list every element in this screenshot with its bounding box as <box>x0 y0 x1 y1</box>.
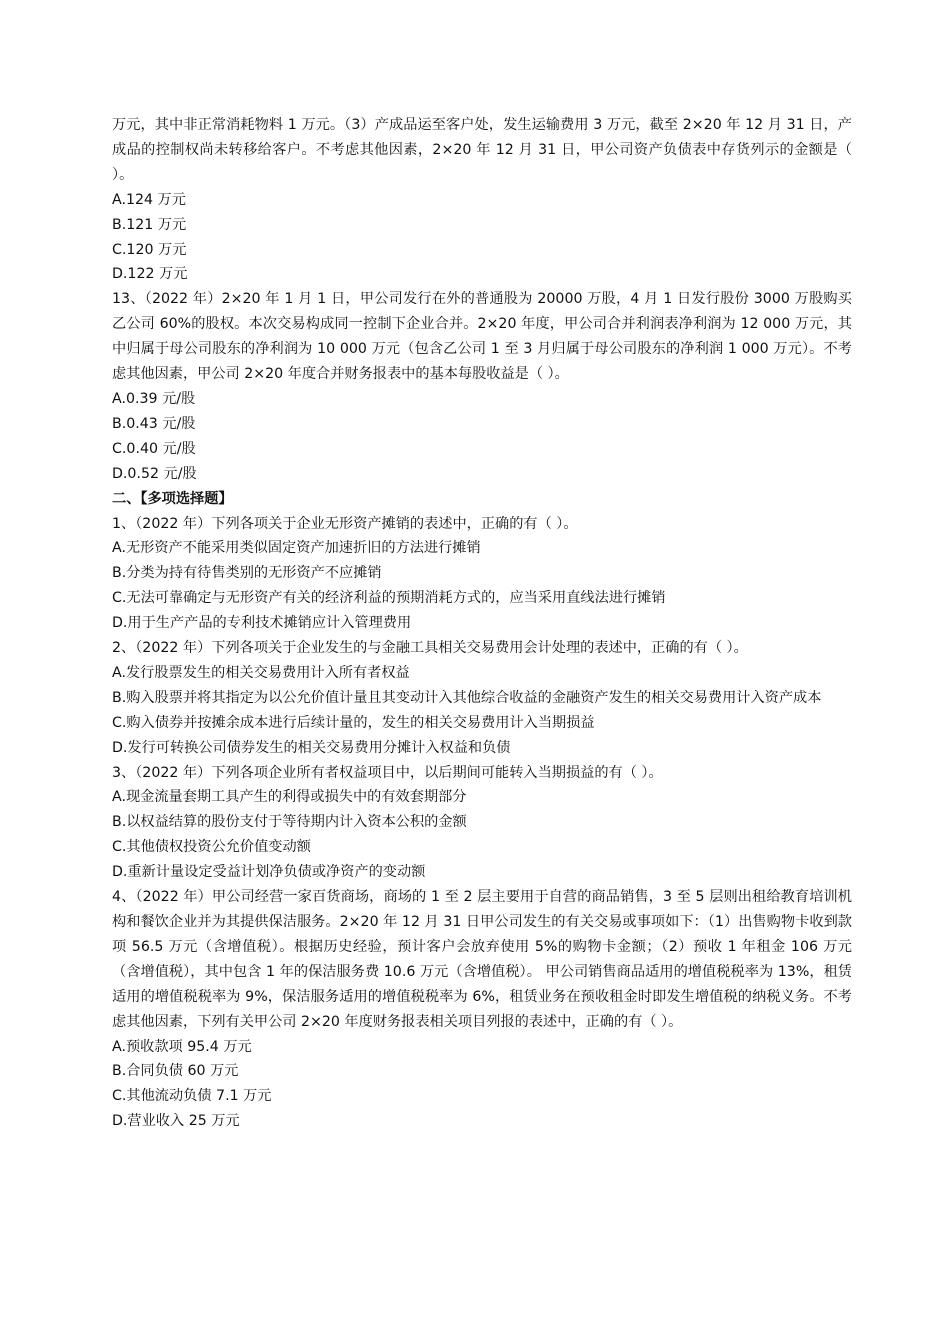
multi-question-2-stem: 2、（2022 年）下列各项关于企业发生的与金融工具相关交易费用会计处理的表述中，正确的有（ ）。 <box>112 640 748 657</box>
question-13-option-d: D.0.52 元/股 <box>112 465 197 482</box>
question-12-option-d: D.122 万元 <box>112 266 188 283</box>
section-heading: 二、【多项选择题】 <box>112 490 233 507</box>
multi-question-4-option-d: D.营业收入 25 万元 <box>112 1113 240 1130</box>
multi-question-2-option-a: A.发行股票发生的相关交易费用计入所有者权益 <box>112 664 410 681</box>
multi-question-4-option-c: C.其他流动负债 7.1 万元 <box>112 1088 272 1105</box>
multi-question-3-option-c: C.其他债权投资公允价值变动额 <box>112 839 311 856</box>
multi-question-1-option-a: A.无形资产不能采用类似固定资产加速折旧的方法进行摊销 <box>112 540 481 557</box>
multi-question-1-option-c: C.无法可靠确定与无形资产有关的经济利益的预期消耗方式的，应当采用直线法进行摊销 <box>112 590 666 607</box>
document-page <box>112 113 852 1134</box>
question-13-option-b: B.0.43 元/股 <box>112 415 196 432</box>
multi-question-4-option-a: A.预收款项 95.4 万元 <box>112 1038 252 1055</box>
question-13-stem: 13、（2022 年）2×20 年 1 月 1 日，甲公司发行在外的普通股为 20000 万股，4 月 1 日发行股份 3000 万股购买乙公司 60%的股权。本次交易构成同一控制下企业合并。2×20 年度，甲公司合并利润表净利润为 12 000 万元，其中归属于母公司股东的净利润为 10 000 万元（包含乙公司 1 至 3 月归属于母公司股东的净利润 1 000 万元）。不考虑其他因素，甲公司 2×20 年度合并财务报表中的基本每股收益是（ ）。 <box>112 291 852 383</box>
multi-question-2-option-d: D.发行可转换公司债券发生的相关交易费用分摊计入权益和负债 <box>112 739 511 756</box>
multi-question-4-option-b: B.合同负债 60 万元 <box>112 1063 239 1080</box>
multi-question-2-option-b: B.购入股票并将其指定为以公允价值计量且其变动计入其他综合收益的金融资产发生的相关交易费用计入资产成本 <box>112 689 822 706</box>
question-12-option-b: B.121 万元 <box>112 216 187 233</box>
multi-question-3-option-b: B.以权益结算的股份支付于等待期内计入资本公积的金额 <box>112 814 467 831</box>
question-12-option-c: C.120 万元 <box>112 241 187 258</box>
multi-question-4-stem: 4、（2022 年）甲公司经营一家百货商场，商场的 1 至 2 层主要用于自营的商品销售，3 至 5 层则出租给教育培训机构和餐饮企业并为其提供保洁服务。2×20 年 12 月 31 日甲公司发生的有关交易或事项如下：（1）出售购物卡收到款项 56.5 万元（含增值税）。根据历史经验，预计客户会放弃使用 5%的购物卡金额；（2）预收 1 年租金 106 万元（含增值税），其中包含 1 年的保洁服务费 10.6 万元（含增值税）。 甲公司销售商品适用的增值税税率为 13%，租赁适用的增值税税率为 9%，保洁服务适用的增值税税率为 6%，租赁业务在预收租金时即发生增值税的纳税义务。不考虑其他因素，下列有关甲公司 2×20 年度财务报表相关项目列报的表述中，正确的有（ ）。 <box>112 889 852 1030</box>
multi-question-3-stem: 3、（2022 年）下列各项企业所有者权益项目中，以后期间可能转入当期损益的有（ ）。 <box>112 764 663 781</box>
multi-question-2-option-c: C.购入债券并按摊余成本进行后续计量的，发生的相关交易费用计入当期损益 <box>112 714 595 731</box>
multi-question-1-option-d: D.用于生产产品的专利技术摊销应计入管理费用 <box>112 615 412 632</box>
question-13-option-c: C.0.40 元/股 <box>112 440 196 457</box>
question-12-stem: 万元，其中非正常消耗物料 1 万元。（3）产成品运至客户处，发生运输费用 3 万元，截至 2×20 年 12 月 31 日，产成品的控制权尚未转移给客户。不考虑其他因素，2×20 年 12 月 31 日，甲公司资产负债表中存货列示的金额是（ ）。 <box>112 117 852 183</box>
multi-question-3-option-d: D.重新计量设定受益计划净负债或净资产的变动额 <box>112 864 426 881</box>
question-12-option-a: A.124 万元 <box>112 191 186 208</box>
multi-question-3-option-a: A.现金流量套期工具产生的利得或损失中的有效套期部分 <box>112 789 467 806</box>
multi-question-1-stem: 1、（2022 年）下列各项关于企业无形资产摊销的表述中，正确的有（ ）。 <box>112 515 578 532</box>
multi-question-1-option-b: B.分类为持有待售类别的无形资产不应摊销 <box>112 565 382 582</box>
question-13-option-a: A.0.39 元/股 <box>112 390 196 407</box>
